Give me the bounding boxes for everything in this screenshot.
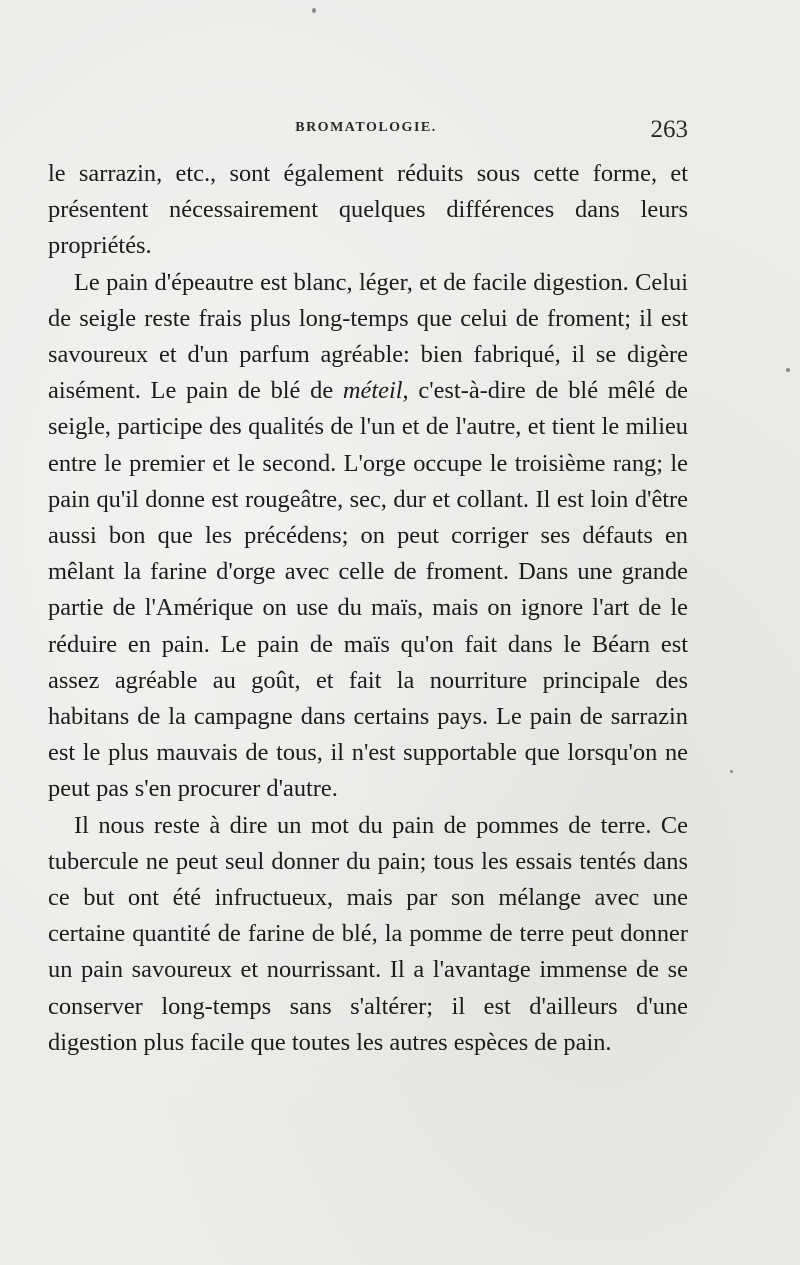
paragraph-bread-types [48,265,688,808]
paragraph-text-part-1: Le pain d'épeautre est blanc, léger, et de facile digestion. Celui de seigle reste frais plus long-temps que celui de froment; il est savoureux et d'un parfum agréable: bien fabriqué, il se digère aisément. Le pain de blé de [48,268,688,405]
paragraph-text-part-2: , c'est-à-dire de blé mêlé de seigle, participe des qualités de l'un et de l'autre, et tient le milieu entre le premier et le second. L'orge occupe le troisième rang; le pain qu'il donne est rougeâtre, sec, dur et collant. Il est loin d'être aussi bon que les précédens; on peut corriger ses défauts en mêlant la farine d'orge avec celle de froment. Dans une grande partie de l'Amérique on use du maïs, mais on ignore l'art de le réduire en pain. Le pain de maïs qu'on fait dans le Béarn est assez agréable au goût, et fait la nourriture principale des habitans de la campagne dans certains pays. Le pain de sarrazin est le plus mauvais de tous, il n'est supportable que lorsqu'on ne peut pas s'en procurer d'autre. [48,377,688,803]
page-number: 263 [650,116,688,143]
paragraph-continuation: le sarrazin, etc., sont également réduits sous cette forme, et présentent nécessairement quelques différences dans leurs propriétés. [48,160,688,260]
ink-speck [730,770,733,773]
ink-speck [312,8,316,13]
ink-speck [786,368,790,372]
italic-term-meteil: méteil [342,377,403,405]
running-title: BROMATOLOGIE. [295,120,437,135]
body-text [48,156,688,1061]
running-head [48,116,688,146]
paragraph-potato-bread: Il nous reste à dire un mot du pain de pommes de terre. Ce tubercule ne peut seul donner du pain; tous les essais tentés dans ce but ont été infructueux, mais par son mélange avec une certaine quantité de farine de blé, la pomme de terre peut donner un pain savoureux et nourrissant. Il a l'avantage immense de se conserver long-temps sans s'altérer; il est d'ailleurs d'une digestion plus facile que toutes les autres espèces de pain. [48,811,688,1056]
